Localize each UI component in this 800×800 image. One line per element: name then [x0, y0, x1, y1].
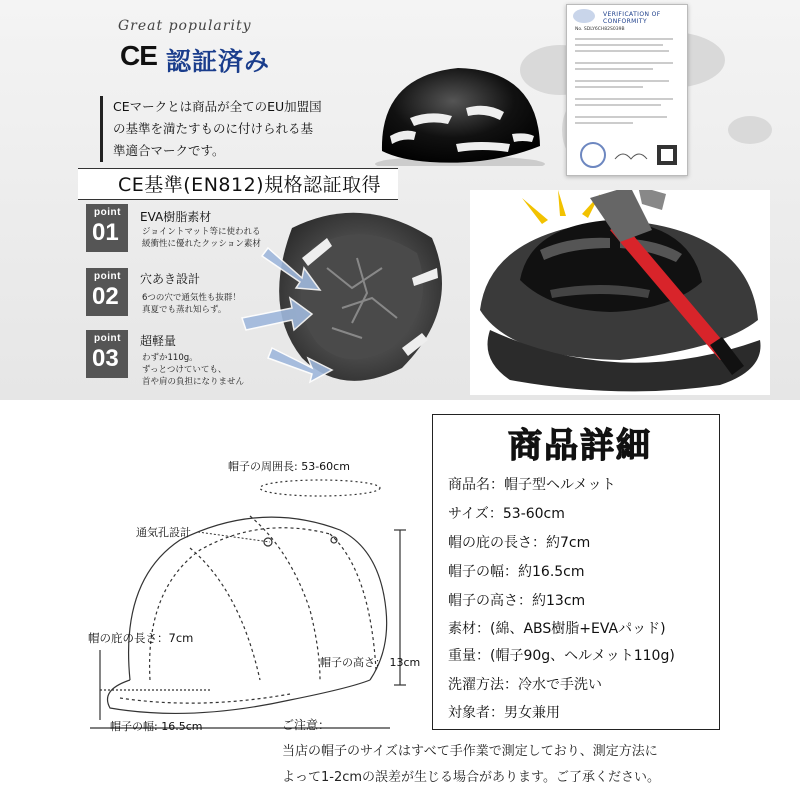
spec-product-name: 商品名：帽子型ヘルメット	[448, 477, 616, 493]
spec-washing: 洗濯方法：冷水で手洗い	[448, 677, 602, 693]
width-label: 帽子の幅: 16.5cm	[110, 720, 203, 733]
height-label: 帽子の高さ： 13cm	[320, 656, 421, 669]
point-03-desc	[142, 352, 244, 388]
point-02-tab	[86, 268, 128, 316]
eva-padding-image	[232, 198, 462, 388]
spec-brim-length: 帽の庇の長さ：約7cm	[448, 535, 591, 551]
point-word: point	[94, 333, 121, 344]
point-number: 01	[92, 219, 119, 246]
ce-mark: CE	[120, 40, 157, 71]
notice-title: ご注意：	[282, 718, 331, 732]
spec-size: サイズ：53-60cm	[448, 506, 565, 522]
spec-width: 帽子の幅：約16.5cm	[448, 564, 585, 580]
spec-height: 帽子の高さ：約13cm	[448, 593, 586, 609]
certificate-header: VERIFICATION OF CONFORMITY	[603, 11, 661, 25]
point-word: point	[94, 207, 121, 218]
point-desc-line: 真夏でも蒸れ知らず。	[142, 305, 227, 315]
certificate-logo-icon	[573, 9, 595, 23]
point-desc-line: 首や肩の負担になりません	[142, 377, 245, 387]
cap-diagram	[90, 470, 430, 730]
vent-pointer-line	[196, 528, 276, 548]
tagline: Great popularity	[118, 18, 252, 34]
brim-length-label: 帽の庇の長さ：7cm	[88, 631, 194, 645]
point-desc-line: 緩衝性に優れたクッション素材	[142, 239, 261, 249]
point-word: point	[94, 271, 121, 282]
point-desc-line: わずか110g。	[142, 353, 198, 363]
point-01-tab	[86, 204, 128, 252]
notice-line: 当店の帽子のサイズはすべて手作業で測定しており、測定方法に	[282, 744, 658, 759]
ce-description-line: 準適合マークです。	[113, 143, 225, 158]
circumference-label: 帽子の周囲長: 53-60cm	[228, 460, 350, 473]
point-desc-line: ジョイントマット等に使われる	[142, 227, 261, 237]
point-desc-line: ずっとつけていても、	[142, 365, 227, 375]
ce-description-line: の基準を満たすものに付けられる基	[113, 121, 314, 136]
spec-target: 対象者：男女兼用	[448, 705, 560, 721]
standard-banner-text: CE基準(EN812)規格認証取得	[118, 174, 382, 196]
spec-material: 素材：(綿、ABS樹脂+EVAパッド)	[448, 621, 666, 637]
conformity-certificate	[566, 4, 688, 176]
product-details-title: 商品詳細	[508, 426, 652, 466]
ce-certified-title: 認証済み	[166, 47, 271, 76]
vent-label: 通気孔設計	[136, 526, 191, 539]
certificate-number: No. SDLY6CH82S039B	[575, 27, 625, 32]
ce-description	[100, 96, 381, 162]
point-02-title: 穴あき設計	[140, 272, 201, 286]
point-number: 02	[92, 283, 119, 310]
helmet-shell-image	[370, 56, 550, 166]
spec-weight: 重量：(帽子90g、ヘルメット110g)	[448, 648, 675, 664]
point-01-title: EVA樹脂素材	[140, 210, 212, 224]
point-number: 03	[92, 345, 119, 372]
point-03-tab	[86, 330, 128, 378]
point-03-title: 超軽量	[140, 334, 177, 348]
ce-description-line: CEマークとは商品が全てのEU加盟国	[113, 99, 322, 114]
notice-line: よって1-2cmの誤差が生じる場合があります。ご了承ください。	[282, 770, 661, 785]
certificate-body	[573, 35, 681, 171]
point-02-desc	[142, 292, 241, 316]
point-desc-line: 6つの穴で通気性も抜群！	[142, 293, 241, 303]
cap-hammer-test-image	[470, 190, 770, 395]
section-divider	[0, 400, 800, 410]
